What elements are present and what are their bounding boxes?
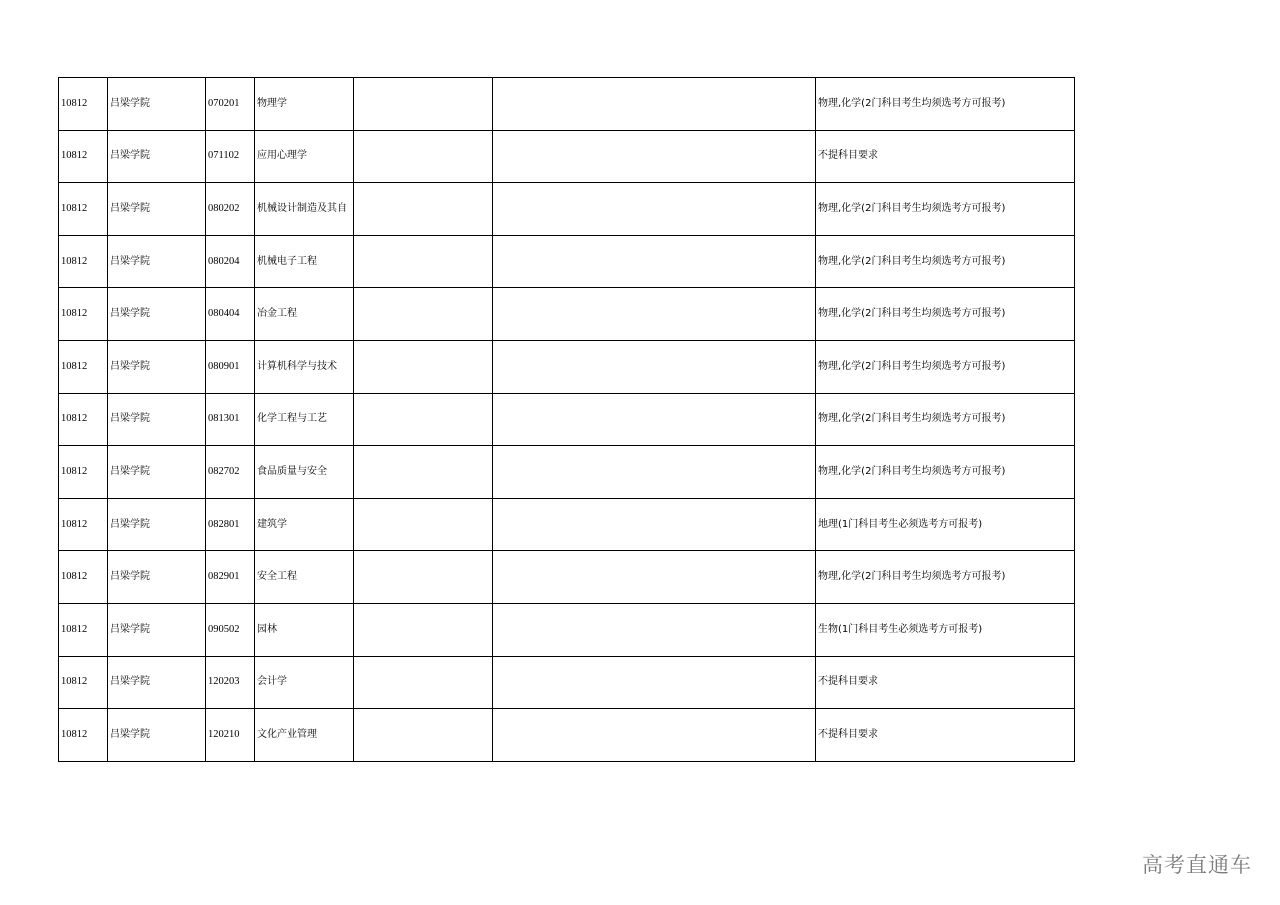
major-name-cell: 安全工程 [255, 551, 354, 604]
empty-cell [493, 288, 816, 341]
major-code-cell: 080202 [206, 183, 255, 236]
table-row [59, 288, 1075, 341]
school-code-cell: 10812 [59, 551, 108, 604]
school-name-cell: 吕梁学院 [108, 288, 206, 341]
empty-cell [354, 656, 493, 709]
empty-cell [354, 446, 493, 499]
major-code-cell: 090502 [206, 603, 255, 656]
major-code-cell: 120203 [206, 656, 255, 709]
major-code-cell: 080901 [206, 340, 255, 393]
empty-cell [354, 130, 493, 183]
table-row [59, 656, 1075, 709]
empty-cell [493, 235, 816, 288]
empty-cell [493, 709, 816, 762]
table-row [59, 130, 1075, 183]
empty-cell [493, 130, 816, 183]
major-name-cell: 文化产业管理 [255, 709, 354, 762]
subject-requirement-cell: 物理,化学(2门科目考生均须选考方可报考) [816, 551, 1075, 604]
major-name-cell: 冶金工程 [255, 288, 354, 341]
table-row [59, 603, 1075, 656]
empty-cell [493, 78, 816, 131]
school-code-cell: 10812 [59, 78, 108, 131]
table-row [59, 446, 1075, 499]
empty-cell [354, 603, 493, 656]
empty-cell [354, 551, 493, 604]
school-code-cell: 10812 [59, 393, 108, 446]
watermark-text: 高考直通车 [1142, 853, 1252, 877]
school-name-cell: 吕梁学院 [108, 235, 206, 288]
empty-cell [354, 340, 493, 393]
major-code-cell: 070201 [206, 78, 255, 131]
table-row [59, 235, 1075, 288]
table-row [59, 393, 1075, 446]
school-code-cell: 10812 [59, 130, 108, 183]
major-code-cell: 080204 [206, 235, 255, 288]
major-code-cell: 080404 [206, 288, 255, 341]
table-row [59, 183, 1075, 236]
subject-requirements-table [58, 77, 1075, 762]
empty-cell [354, 235, 493, 288]
empty-cell [493, 183, 816, 236]
empty-cell [354, 498, 493, 551]
school-name-cell: 吕梁学院 [108, 78, 206, 131]
school-name-cell: 吕梁学院 [108, 446, 206, 499]
empty-cell [354, 288, 493, 341]
empty-cell [354, 393, 493, 446]
school-name-cell: 吕梁学院 [108, 393, 206, 446]
subject-requirement-cell: 物理,化学(2门科目考生均须选考方可报考) [816, 235, 1075, 288]
school-code-cell: 10812 [59, 498, 108, 551]
major-name-cell: 会计学 [255, 656, 354, 709]
school-code-cell: 10812 [59, 288, 108, 341]
empty-cell [354, 709, 493, 762]
school-name-cell: 吕梁学院 [108, 130, 206, 183]
empty-cell [354, 78, 493, 131]
empty-cell [493, 340, 816, 393]
subject-requirement-cell: 生物(1门科目考生必须选考方可报考) [816, 603, 1075, 656]
major-code-cell: 120210 [206, 709, 255, 762]
major-name-cell: 园林 [255, 603, 354, 656]
subject-requirement-cell: 地理(1门科目考生必须选考方可报考) [816, 498, 1075, 551]
table-row [59, 340, 1075, 393]
table-row [59, 498, 1075, 551]
school-name-cell: 吕梁学院 [108, 498, 206, 551]
table-row [59, 78, 1075, 131]
subject-requirement-cell: 物理,化学(2门科目考生均须选考方可报考) [816, 393, 1075, 446]
school-code-cell: 10812 [59, 656, 108, 709]
school-code-cell: 10812 [59, 603, 108, 656]
school-code-cell: 10812 [59, 235, 108, 288]
subject-requirement-cell: 物理,化学(2门科目考生均须选考方可报考) [816, 288, 1075, 341]
major-code-cell: 082702 [206, 446, 255, 499]
major-name-cell: 应用心理学 [255, 130, 354, 183]
empty-cell [493, 656, 816, 709]
major-name-cell: 计算机科学与技术 [255, 340, 354, 393]
empty-cell [493, 551, 816, 604]
school-name-cell: 吕梁学院 [108, 551, 206, 604]
school-code-cell: 10812 [59, 446, 108, 499]
school-code-cell: 10812 [59, 709, 108, 762]
school-name-cell: 吕梁学院 [108, 709, 206, 762]
major-code-cell: 082801 [206, 498, 255, 551]
empty-cell [493, 603, 816, 656]
major-code-cell: 081301 [206, 393, 255, 446]
subject-requirement-cell: 物理,化学(2门科目考生均须选考方可报考) [816, 340, 1075, 393]
school-name-cell: 吕梁学院 [108, 656, 206, 709]
subject-requirement-cell: 物理,化学(2门科目考生均须选考方可报考) [816, 78, 1075, 131]
subject-requirement-cell: 不提科目要求 [816, 130, 1075, 183]
table-row [59, 709, 1075, 762]
major-code-cell: 082901 [206, 551, 255, 604]
major-name-cell: 物理学 [255, 78, 354, 131]
table-body [59, 78, 1075, 762]
empty-cell [354, 183, 493, 236]
school-name-cell: 吕梁学院 [108, 183, 206, 236]
school-code-cell: 10812 [59, 340, 108, 393]
subject-requirement-cell: 不提科目要求 [816, 709, 1075, 762]
empty-cell [493, 393, 816, 446]
school-name-cell: 吕梁学院 [108, 603, 206, 656]
major-name-cell: 机械电子工程 [255, 235, 354, 288]
school-name-cell: 吕梁学院 [108, 340, 206, 393]
subject-requirement-cell: 物理,化学(2门科目考生均须选考方可报考) [816, 183, 1075, 236]
major-name-cell: 化学工程与工艺 [255, 393, 354, 446]
school-code-cell: 10812 [59, 183, 108, 236]
subject-requirement-cell: 不提科目要求 [816, 656, 1075, 709]
subject-requirement-cell: 物理,化学(2门科目考生均须选考方可报考) [816, 446, 1075, 499]
major-name-cell: 机械设计制造及其自 [255, 183, 354, 236]
major-name-cell: 建筑学 [255, 498, 354, 551]
major-name-cell: 食品质量与安全 [255, 446, 354, 499]
table-row [59, 551, 1075, 604]
empty-cell [493, 498, 816, 551]
major-code-cell: 071102 [206, 130, 255, 183]
empty-cell [493, 446, 816, 499]
